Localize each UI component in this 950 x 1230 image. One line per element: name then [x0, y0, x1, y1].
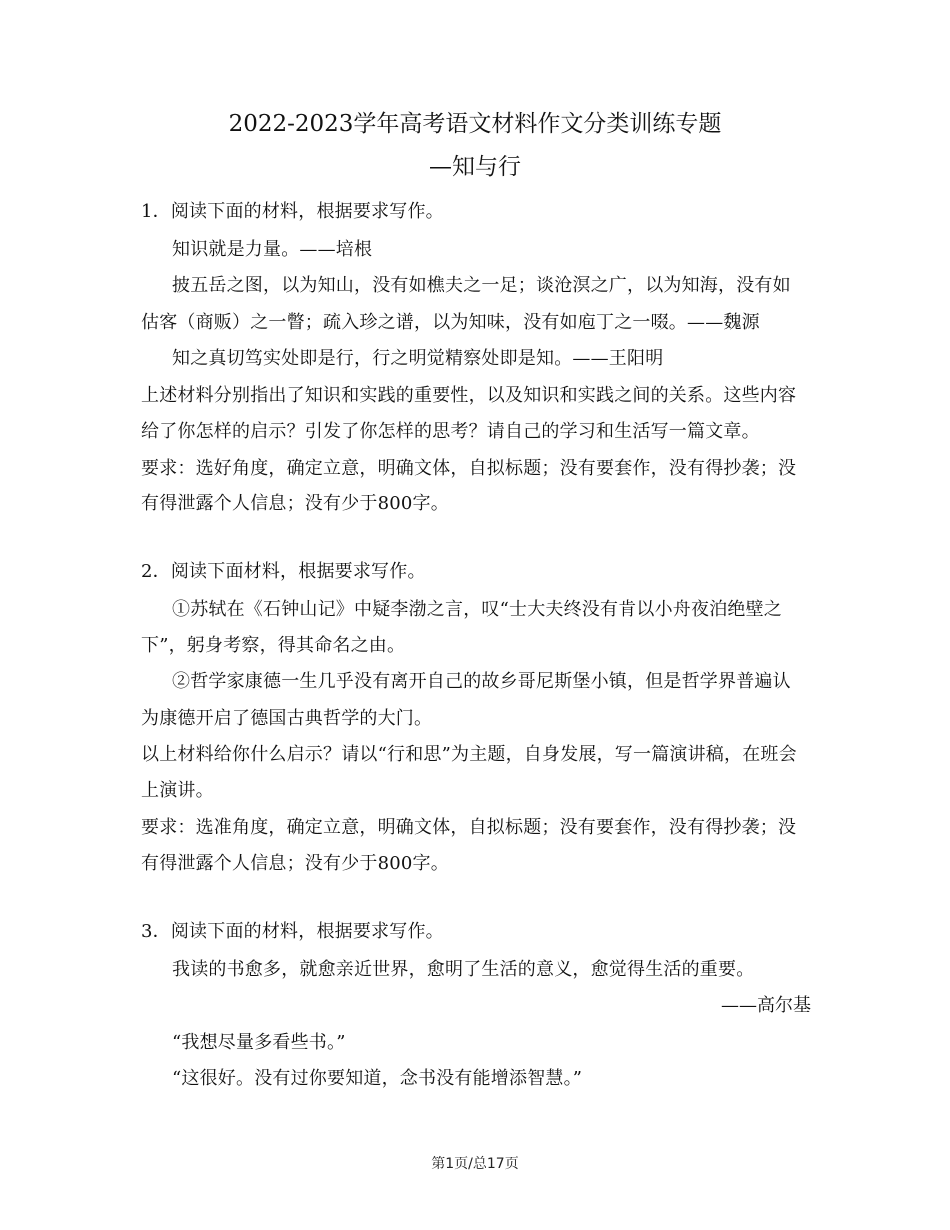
q3-quote-gorky: 我读的书愈多，就愈亲近世界，愈明了生活的意义，愈觉得生活的重要。: [172, 959, 755, 980]
q2-prompt-line2: 上演讲。: [141, 780, 214, 801]
q2-material2-line2: 为康德开启了德国古典哲学的大门。: [141, 708, 433, 729]
q2-material2-line1: ②哲学家康德一生几乎没有离开自己的故乡哥尼斯堡小镇，但是哲学界普遍认: [172, 671, 791, 692]
q1-requirements-line2: 有得泄露个人信息；没有少于800字。: [141, 493, 449, 514]
q1-heading: 1．阅读下面的材料，根据要求写作。: [141, 201, 444, 222]
q2-requirements-line2: 有得泄露个人信息；没有少于800字。: [141, 853, 449, 874]
page-footer: 第1页/总17页: [431, 1156, 519, 1172]
q1-quote-weiyuan-line1: 披五岳之图，以为知山，没有如樵夫之一足；谈沧溟之广，以为知海，没有如: [172, 275, 791, 296]
q1-requirements-line1: 要求：选好角度，确定立意，明确文体，自拟标题；没有要套作，没有得抄袭；没: [141, 458, 797, 479]
q2-prompt-line1: 以上材料给你什么启示？请以“行和思”为主题，自身发展，写一篇演讲稿，在班会: [141, 744, 797, 765]
q3-dialog-line1: “我想尽量多看些书。”: [172, 1032, 346, 1053]
q2-requirements-line1: 要求：选准角度，确定立意，明确文体，自拟标题；没有要套作，没有得抄袭；没: [141, 817, 797, 838]
q3-attribution: ——高尔基: [721, 995, 811, 1016]
q3-heading: 3．阅读下面的材料，根据要求写作。: [141, 921, 444, 942]
q2-material1-line1: ①苏轼在《石钟山记》中疑李渤之言，叹“士大夫终没有肯以小舟夜泊绝壁之: [172, 599, 782, 620]
q3-dialog-line2: “这很好。没有过你要知道，念书没有能增添智慧。”: [172, 1068, 583, 1089]
document-subtitle: —知与行: [429, 154, 521, 180]
document-title: 2022-2023学年高考语文材料作文分类训练专题: [228, 111, 722, 137]
q1-prompt-line2: 给了你怎样的启示？引发了你怎样的思考？请自己的学习和生活写一篇文章。: [141, 421, 760, 442]
q2-material1-line2: 下”，躬身考察，得其命名之由。: [141, 635, 406, 656]
q1-prompt-line1: 上述材料分别指出了知识和实践的重要性，以及知识和实践之间的关系。这些内容: [141, 385, 797, 406]
q1-quote-bacon: 知识就是力量。——培根: [172, 239, 373, 260]
q2-heading: 2．阅读下面材料，根据要求写作。: [141, 561, 426, 582]
q1-quote-wangyangming: 知之真切笃实处即是行，行之明觉精察处即是知。——王阳明: [172, 348, 664, 369]
q1-quote-weiyuan-line2: 估客（商贩）之一瞥；疏入珍之谱，以为知味，没有如庖丁之一啜。——魏源: [141, 312, 760, 333]
